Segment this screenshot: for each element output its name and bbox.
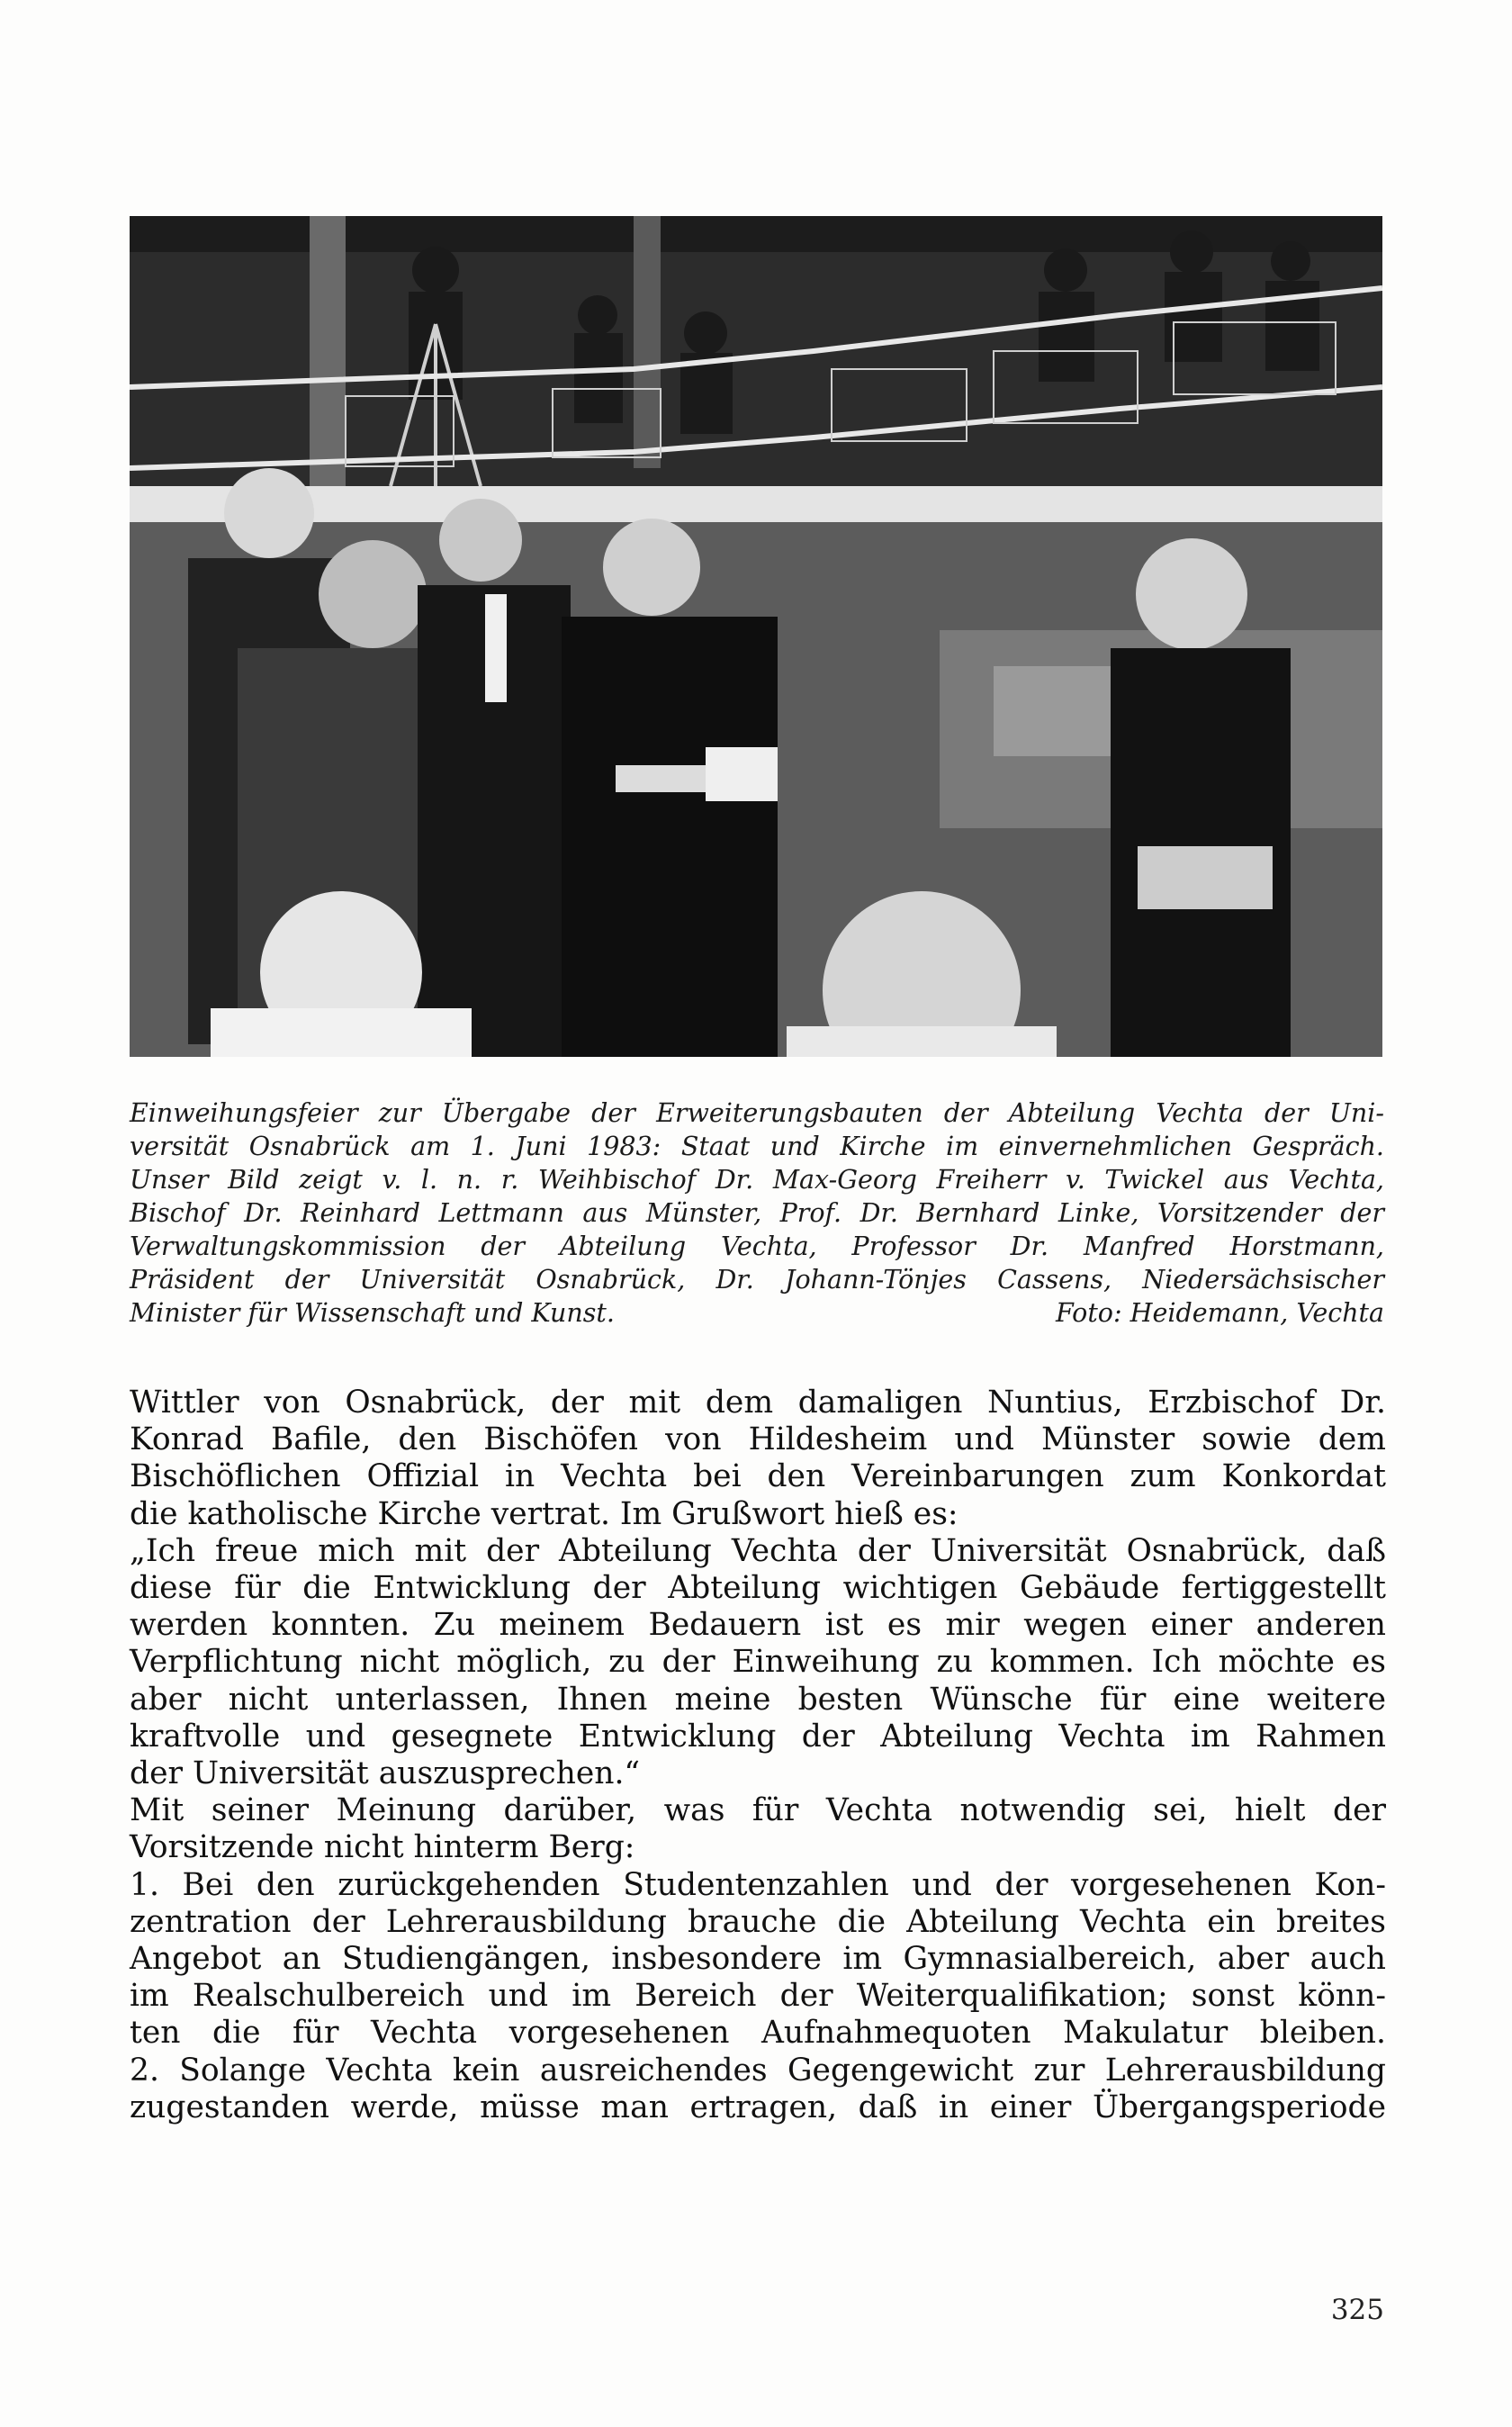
body-line: aber nicht unterlassen, Ihnen meine besten Wünsche für eine weitere [130,1681,1386,1718]
caption-line: Bischof Dr. Reinhard Lettmann aus Münster, Prof. Dr. Bernhard Linke, Vorsitzender der [130,1198,1384,1228]
body-line: zugestanden werde, müsse man ertragen, daß in einer Übergangsperiode [130,2089,1386,2125]
body-line: kraftvolle und gesegnete Entwicklung der Abteilung Vechta im Rahmen [130,1718,1386,1755]
caption-line: Unser Bild zeigt v. l. n. r. Weihbischof Dr. Max-Georg Freiherr v. Twickel aus Vechta, [130,1165,1384,1195]
body-line: werden konnten. Zu meinem Bedauern ist es mir wegen einer anderen [130,1607,1386,1644]
caption-line: versität Osnabrück am 1. Juni 1983: Staat und Kirche im einvernehmlichen Gespräch. [130,1132,1384,1161]
body-line: 2. Solange Vechta kein ausreichendes Gegengewicht zur Lehrerausbildung [130,2052,1386,2089]
body-line: Angebot an Studiengängen, insbesondere im Gymnasialbereich, aber auch [130,1941,1386,1978]
body-line: die katholische Kirche vertrat. Im Grußwort hieß es: [130,1495,958,1532]
body-text [130,1385,1386,2126]
body-line: Vorsitzende nicht hinterm Berg: [130,1829,635,1866]
caption-line: Präsident der Universität Osnabrück, Dr. Johann-Tönjes Cassens, Niedersächsischer [130,1265,1384,1295]
photo-credit: Foto: Heidemann, Vechta [1055,1298,1384,1328]
inauguration-photo [130,216,1382,1057]
body-line: Wittler von Osnabrück, der mit dem damaligen Nuntius, Erzbischof Dr. [130,1385,1386,1421]
photo-caption [130,1096,1384,1330]
photo-illustration [130,216,1382,1057]
body-line: Konrad Bafile, den Bischöfen von Hildesheim und Münster sowie dem [130,1421,1386,1458]
body-line: 1. Bei den zurückgehenden Studentenzahlen und der vorgesehenen Kon- [130,1866,1386,1903]
body-line: der Universität auszusprechen.“ [130,1755,641,1792]
caption-line: Einweihungsfeier zur Übergabe der Erweiterungsbauten der Abteilung Vechta der Uni- [130,1098,1384,1128]
body-line: diese für die Entwicklung der Abteilung wichtigen Gebäude fertiggestellt [130,1570,1386,1607]
body-line: Bischöflichen Offizial in Vechta bei den Vereinbarungen zum Konkordat [130,1458,1386,1495]
body-line: zentration der Lehrerausbildung brauche die Abteilung Vechta ein breites [130,1903,1386,1940]
caption-last-line [130,1296,1384,1330]
caption-line: Verwaltungskommission der Abteilung Vechta, Professor Dr. Manfred Horstmann, [130,1232,1384,1261]
body-line: im Realschulbereich und im Bereich der Weiterqualifikation; sonst könn- [130,1978,1386,2015]
body-line: „Ich freue mich mit der Abteilung Vechta der Universität Osnabrück, daß [130,1532,1386,1569]
body-line: Mit seiner Meinung darüber, was für Vechta notwendig sei, hielt der [130,1792,1386,1829]
page-number: 325 [1330,2294,1384,2326]
body-line: Verpflichtung nicht möglich, zu der Einweihung zu kommen. Ich möchte es [130,1644,1386,1681]
body-line: ten die für Vechta vorgesehenen Aufnahmequoten Makulatur bleiben. [130,2015,1386,2052]
caption-line: Minister für Wissenschaft und Kunst. [130,1298,615,1328]
